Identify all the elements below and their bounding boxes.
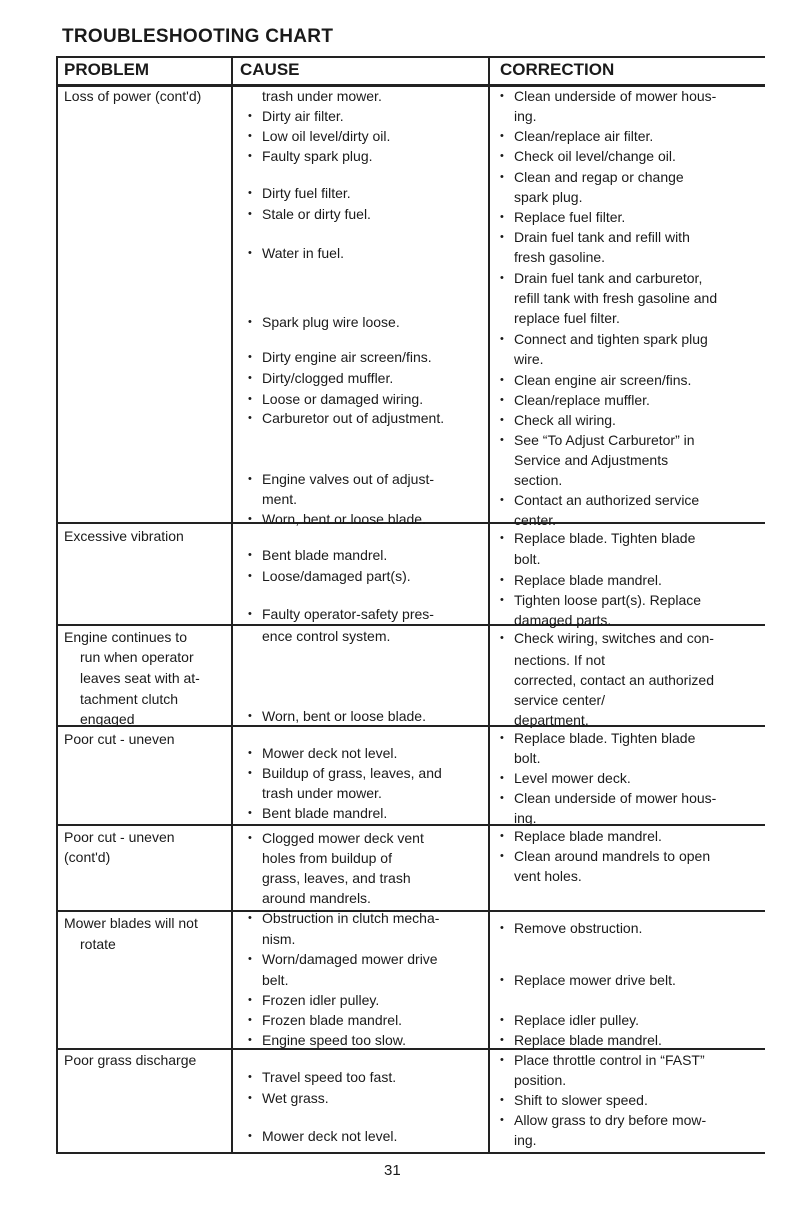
cause-text: belt. <box>262 972 289 988</box>
problem-text: leaves seat with at- <box>80 670 200 686</box>
cause-text: Dirty engine air screen/fins. <box>262 349 432 365</box>
bullet-icon: • <box>248 393 252 405</box>
bullet-icon: • <box>500 231 504 243</box>
bullet-icon: • <box>500 830 504 842</box>
cause-text: Engine speed too slow. <box>262 1032 406 1048</box>
bullet-icon: • <box>500 850 504 862</box>
bullet-icon: • <box>248 747 252 759</box>
problem-text: Poor cut - uneven <box>64 829 175 845</box>
bullet-icon: • <box>248 832 252 844</box>
correction-text: vent holes. <box>514 868 582 884</box>
bullet-icon: • <box>500 792 504 804</box>
cause-text: Worn/damaged mower drive <box>262 951 438 967</box>
bullet-icon: • <box>500 532 504 544</box>
cause-text: Worn, bent or loose blade. <box>262 708 426 724</box>
bullet-icon: • <box>500 632 504 644</box>
bullet-icon: • <box>248 351 252 363</box>
header-cause: CAUSE <box>240 60 300 79</box>
bullet-icon: • <box>500 1014 504 1026</box>
cause-text: Clogged mower deck vent <box>262 830 424 846</box>
cause-text: Loose/damaged part(s). <box>262 568 411 584</box>
bullet-icon: • <box>500 1054 504 1066</box>
bullet-icon: • <box>248 767 252 779</box>
bullet-icon: • <box>500 150 504 162</box>
cause-text: trash under mower. <box>262 88 382 104</box>
rule-left <box>56 56 58 1154</box>
correction-text: ing. <box>514 108 537 124</box>
problem-text: Poor cut - uneven <box>64 731 175 747</box>
correction-text: Clean engine air screen/fins. <box>514 372 692 388</box>
bullet-icon: • <box>248 953 252 965</box>
cause-text: Faulty spark plug. <box>262 148 373 164</box>
bullet-icon: • <box>500 732 504 744</box>
rule-bottom <box>56 1152 765 1154</box>
correction-text: wire. <box>514 351 544 367</box>
correction-text: damaged parts. <box>514 612 612 628</box>
bullet-icon: • <box>500 171 504 183</box>
cause-text: Dirty air filter. <box>262 108 344 124</box>
problem-text: Poor grass discharge <box>64 1052 197 1068</box>
cause-text: Stale or dirty fuel. <box>262 206 371 222</box>
correction-text: See “To Adjust Carburetor” in <box>514 432 695 448</box>
correction-text: replace fuel filter. <box>514 310 620 326</box>
problem-text: (cont'd) <box>64 849 111 865</box>
cause-text: nism. <box>262 931 296 947</box>
cause-text: Dirty/clogged muffler. <box>262 370 394 386</box>
correction-text: Check wiring, switches and con- <box>514 630 714 646</box>
correction-text: bolt. <box>514 551 541 567</box>
cause-text: Obstruction in clutch mecha- <box>262 910 440 926</box>
correction-text: Place throttle control in “FAST” <box>514 1052 705 1068</box>
bullet-icon: • <box>248 608 252 620</box>
correction-text: Replace blade mandrel. <box>514 1032 662 1048</box>
problem-text: run when operator <box>80 649 194 665</box>
correction-text: Allow grass to dry before mow- <box>514 1112 707 1128</box>
bullet-icon: • <box>500 974 504 986</box>
correction-text: Check oil level/change oil. <box>514 148 676 164</box>
correction-text: Drain fuel tank and refill with <box>514 229 690 245</box>
bullet-icon: • <box>500 574 504 586</box>
bullet-icon: • <box>248 912 252 924</box>
bullet-icon: • <box>248 994 252 1006</box>
correction-text: Remove obstruction. <box>514 920 643 936</box>
bullet-icon: • <box>500 494 504 506</box>
correction-text: section. <box>514 472 563 488</box>
bullet-icon: • <box>248 570 252 582</box>
cause-text: Bent blade mandrel. <box>262 805 388 821</box>
cause-text: Frozen idler pulley. <box>262 992 380 1008</box>
cause-text: Mower deck not level. <box>262 745 398 761</box>
correction-text: Replace blade mandrel. <box>514 572 662 588</box>
cause-text: Frozen blade mandrel. <box>262 1012 403 1028</box>
correction-text: refill tank with fresh gasoline and <box>514 290 718 306</box>
bullet-icon: • <box>500 333 504 345</box>
bullet-icon: • <box>248 412 252 424</box>
correction-text: Check all wiring. <box>514 412 616 428</box>
cause-text: Wet grass. <box>262 1090 329 1106</box>
page-number: 31 <box>384 1162 401 1179</box>
bullet-icon: • <box>500 434 504 446</box>
bullet-icon: • <box>500 594 504 606</box>
correction-text: Clean underside of mower hous- <box>514 790 717 806</box>
bullet-icon: • <box>248 1071 252 1083</box>
correction-text: Shift to slower speed. <box>514 1092 648 1108</box>
correction-text: Clean around mandrels to open <box>514 848 711 864</box>
correction-text: department. <box>514 712 589 728</box>
correction-text: center. <box>514 512 557 528</box>
cause-text: Bent blade mandrel. <box>262 547 388 563</box>
correction-text: Clean underside of mower hous- <box>514 88 717 104</box>
bullet-icon: • <box>500 1094 504 1106</box>
correction-text: corrected, contact an authorized <box>514 672 715 688</box>
correction-text: nections. If not <box>514 652 606 668</box>
correction-text: Connect and tighten spark plug <box>514 331 708 347</box>
problem-text: Excessive vibration <box>64 528 184 544</box>
correction-text: Replace blade mandrel. <box>514 828 662 844</box>
cause-text: Water in fuel. <box>262 245 344 261</box>
bullet-icon: • <box>500 90 504 102</box>
bullet-icon: • <box>248 150 252 162</box>
bullet-icon: • <box>500 211 504 223</box>
correction-text: ing. <box>514 1132 537 1148</box>
cause-text: holes from buildup of <box>262 850 392 866</box>
correction-text: bolt. <box>514 750 541 766</box>
cause-text: Travel speed too fast. <box>262 1069 397 1085</box>
correction-text: Drain fuel tank and carburetor, <box>514 270 703 286</box>
rule-col-2 <box>488 56 490 1154</box>
cause-text: trash under mower. <box>262 785 382 801</box>
bullet-icon: • <box>248 807 252 819</box>
cause-text: Carburetor out of adjustment. <box>262 410 445 426</box>
cause-text: ment. <box>262 491 298 507</box>
bullet-icon: • <box>500 394 504 406</box>
bullet-icon: • <box>248 473 252 485</box>
correction-text: Clean/replace air filter. <box>514 128 654 144</box>
bullet-icon: • <box>248 110 252 122</box>
rule-top <box>56 56 765 58</box>
correction-text: Tighten loose part(s). Replace <box>514 592 702 608</box>
problem-text: rotate <box>80 936 116 952</box>
bullet-icon: • <box>248 710 252 722</box>
bullet-icon: • <box>500 130 504 142</box>
problem-text: Loss of power (cont'd) <box>64 88 202 104</box>
header-problem: PROBLEM <box>64 60 149 79</box>
problem-text: Engine continues to <box>64 629 187 645</box>
cause-text: Low oil level/dirty oil. <box>262 128 391 144</box>
correction-text: Clean and regap or change <box>514 169 684 185</box>
correction-text: Level mower deck. <box>514 770 631 786</box>
correction-text: Contact an authorized service <box>514 492 700 508</box>
problem-text: Mower blades will not <box>64 915 198 931</box>
bullet-icon: • <box>500 414 504 426</box>
correction-text: Replace mower drive belt. <box>514 972 676 988</box>
correction-text: Replace blade. Tighten blade <box>514 730 696 746</box>
correction-text: position. <box>514 1072 567 1088</box>
cause-text: Engine valves out of adjust- <box>262 471 434 487</box>
cause-text: Worn, bent or loose blade. <box>262 511 426 527</box>
correction-text: Replace fuel filter. <box>514 209 626 225</box>
bullet-icon: • <box>248 247 252 259</box>
bullet-icon: • <box>248 1034 252 1046</box>
cause-text: Dirty fuel filter. <box>262 185 351 201</box>
bullet-icon: • <box>248 316 252 328</box>
bullet-icon: • <box>248 1092 252 1104</box>
correction-text: service center/ <box>514 692 606 708</box>
bullet-icon: • <box>500 1034 504 1046</box>
bullet-icon: • <box>248 130 252 142</box>
bullet-icon: • <box>248 187 252 199</box>
problem-text: engaged <box>80 711 135 727</box>
correction-text: Clean/replace muffler. <box>514 392 650 408</box>
cause-text: Buildup of grass, leaves, and <box>262 765 442 781</box>
cause-text: around mandrels. <box>262 890 371 906</box>
cause-text: Spark plug wire loose. <box>262 314 400 330</box>
bullet-icon: • <box>248 208 252 220</box>
cause-text: Mower deck not level. <box>262 1128 398 1144</box>
bullet-icon: • <box>500 772 504 784</box>
cause-text: Faulty operator-safety pres- <box>262 606 434 622</box>
bullet-icon: • <box>248 513 252 525</box>
cause-text: ence control system. <box>262 628 391 644</box>
cause-text: Loose or damaged wiring. <box>262 391 424 407</box>
bullet-icon: • <box>500 272 504 284</box>
correction-text: ing. <box>514 810 537 826</box>
correction-text: Replace idler pulley. <box>514 1012 640 1028</box>
bullet-icon: • <box>248 1014 252 1026</box>
bullet-icon: • <box>248 549 252 561</box>
correction-text: Replace blade. Tighten blade <box>514 530 696 546</box>
correction-text: fresh gasoline. <box>514 249 606 265</box>
cause-text: grass, leaves, and trash <box>262 870 411 886</box>
problem-text: tachment clutch <box>80 691 179 707</box>
correction-text: spark plug. <box>514 189 583 205</box>
bullet-icon: • <box>500 1114 504 1126</box>
rule-col-1 <box>231 56 233 1154</box>
bullet-icon: • <box>500 374 504 386</box>
bullet-icon: • <box>248 372 252 384</box>
correction-text: Service and Adjustments <box>514 452 669 468</box>
chart-title: TROUBLESHOOTING CHART <box>62 26 334 47</box>
bullet-icon: • <box>248 1130 252 1142</box>
bullet-icon: • <box>500 922 504 934</box>
header-correction: CORRECTION <box>500 60 615 79</box>
